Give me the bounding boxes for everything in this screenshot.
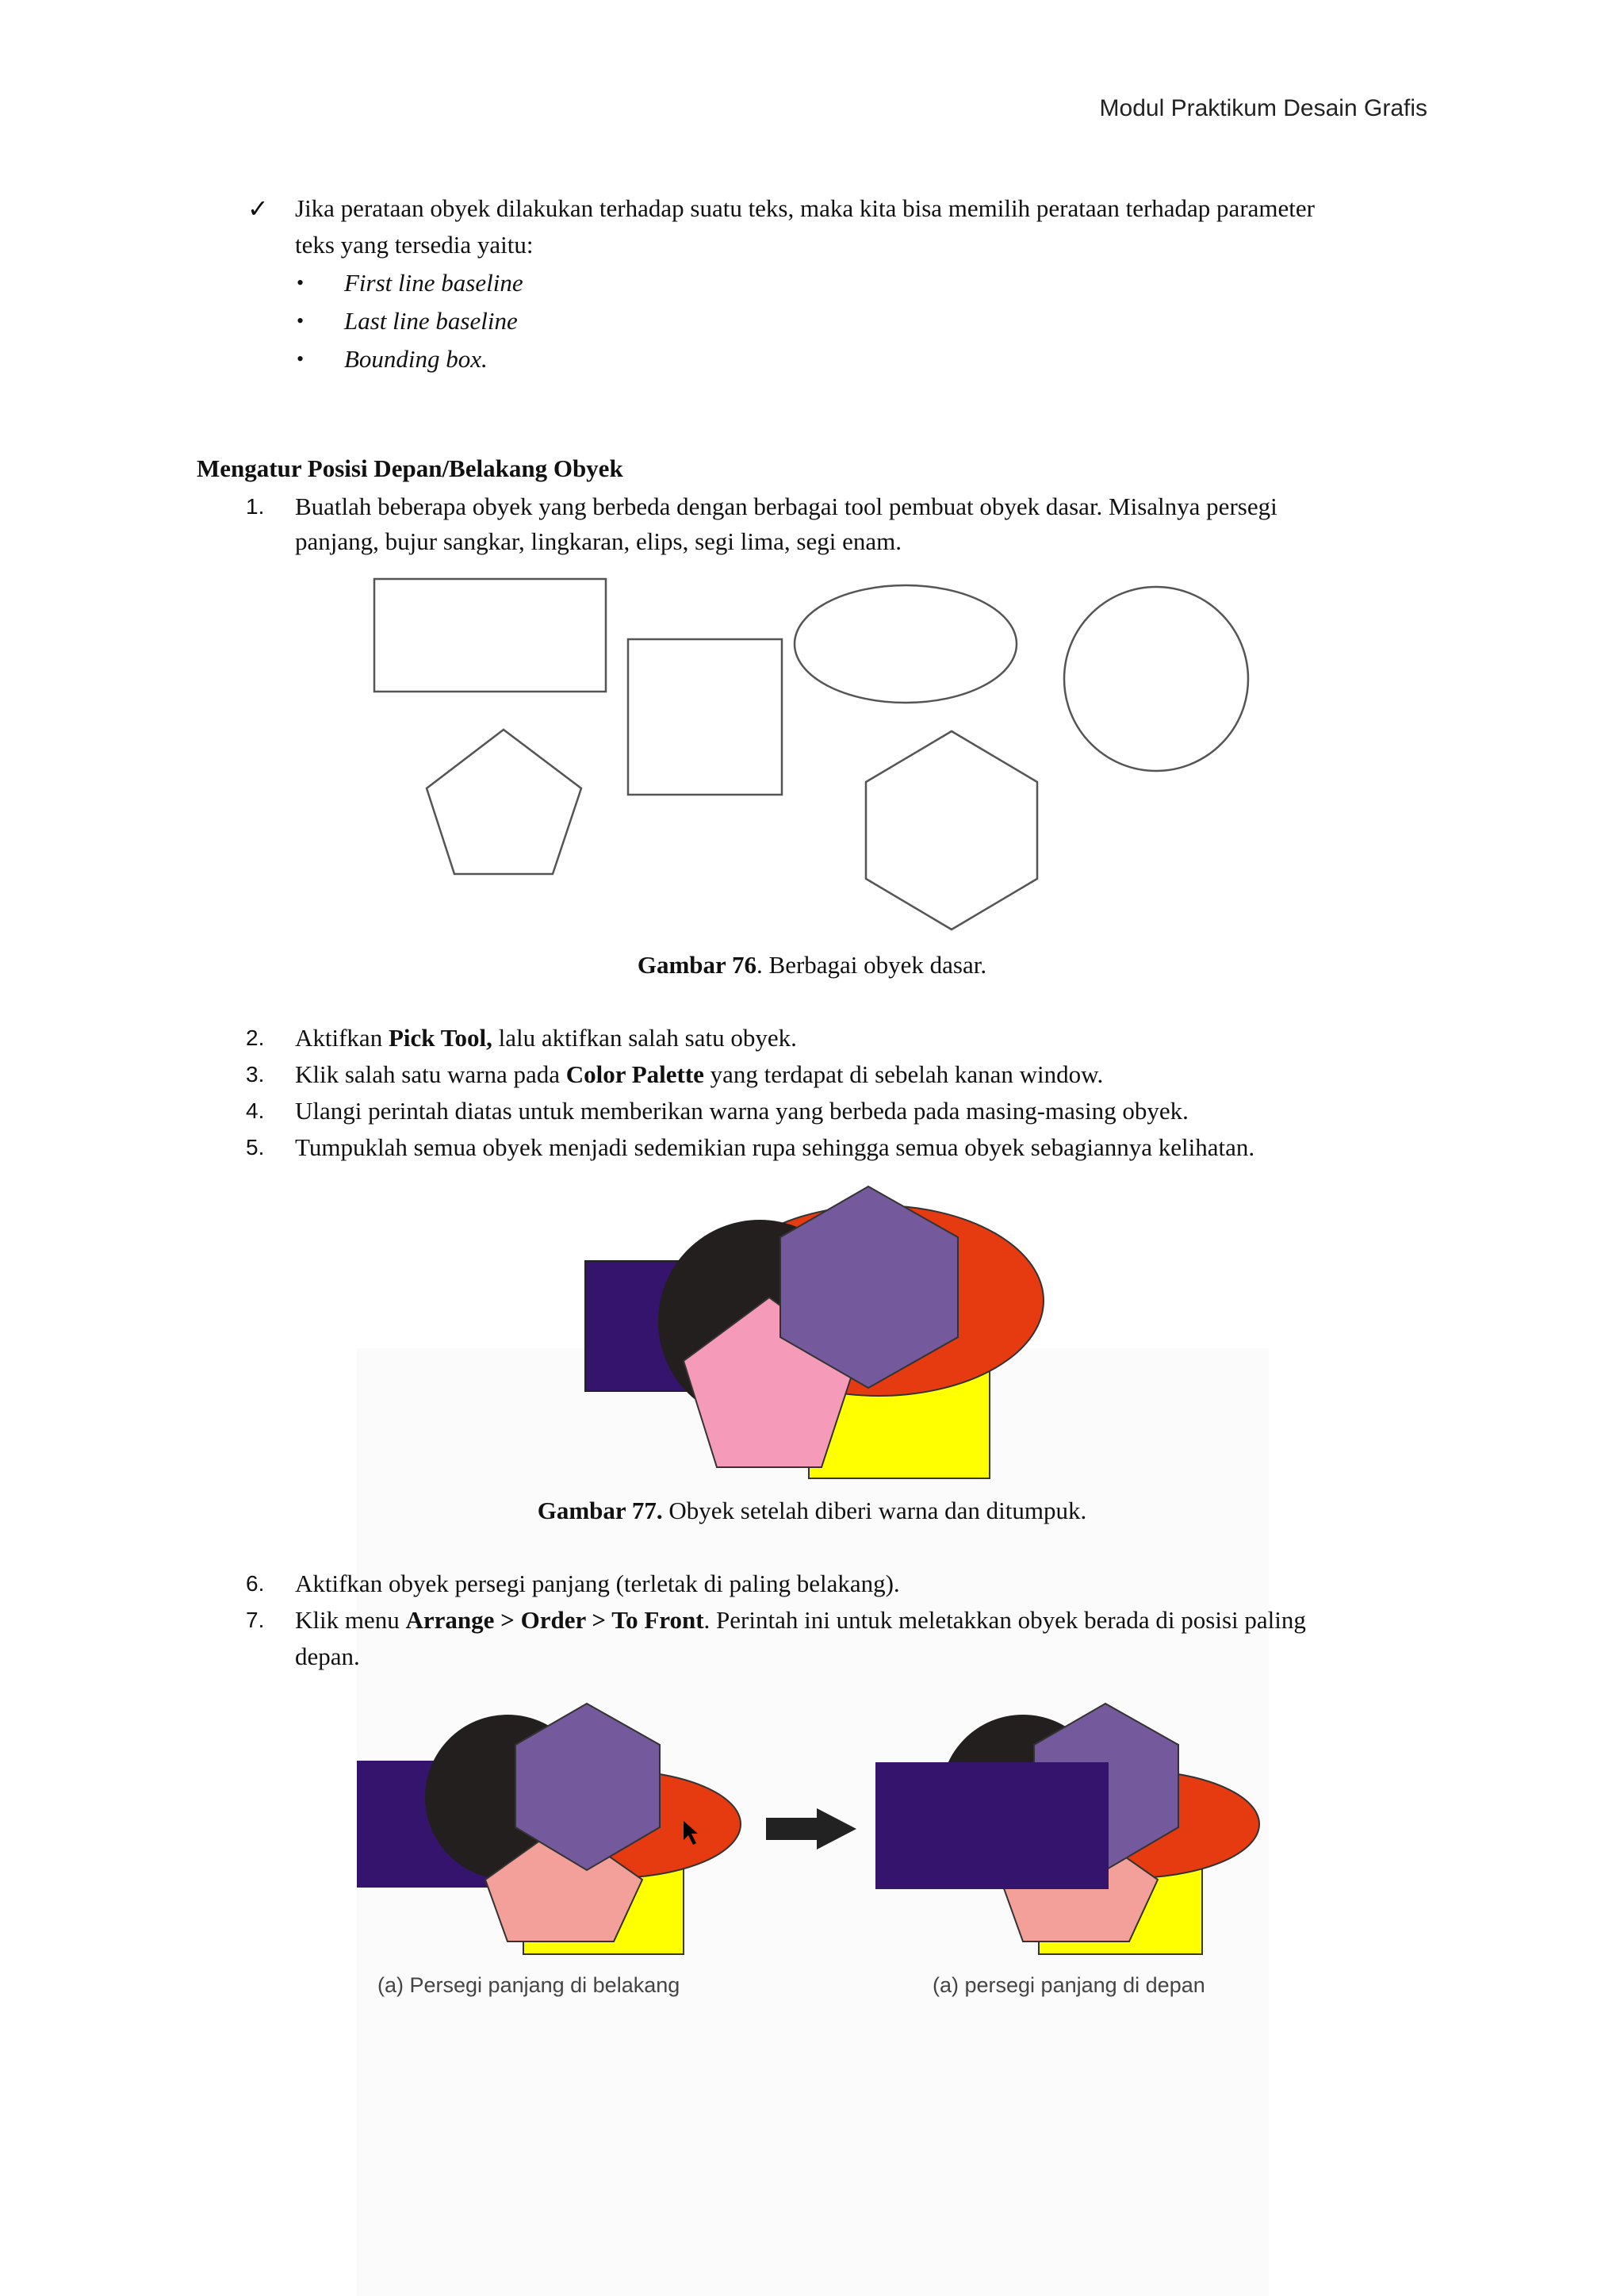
circle-shape [1064, 587, 1248, 771]
step-number: 4. [246, 1098, 265, 1123]
step-number: 6. [246, 1571, 265, 1596]
rectangle-shape [374, 579, 606, 692]
step-1-line-1: Buatlah beberapa obyek yang berbeda dengan berbagai tool pembuat obyek dasar. Misalnya persegi [295, 493, 1277, 520]
step-7-line-2: depan. [295, 1642, 360, 1670]
step-2-text: Aktifkan Pick Tool, lalu aktifkan salah satu obyek. [295, 1024, 797, 1052]
step-7-line-1: Klik menu Arrange > Order > To Front. Perintah ini untuk meletakkan obyek berada di posisi paling [295, 1606, 1306, 1634]
bullet-icon: • [297, 309, 304, 332]
bullet-icon: • [297, 271, 304, 294]
step-number: 2. [246, 1025, 265, 1050]
step-1-line-2: panjang, bujur sangkar, lingkaran, elips, segi lima, segi enam. [295, 527, 902, 555]
figure-background [357, 1348, 1269, 2296]
figure-76-caption: Gambar 76. Berbagai obyek dasar. [637, 951, 987, 979]
step-3-text: Klik salah satu warna pada Color Palette yang terdapat di sebelah kanan window. [295, 1060, 1104, 1088]
step-5-text: Tumpuklah semua obyek menjadi sedemikian rupa sehingga semua obyek sebagiannya kelihatan. [295, 1133, 1255, 1161]
figure-78-left-caption: (a) Persegi panjang di belakang [377, 1973, 680, 1997]
hexagon-shape [866, 731, 1037, 930]
check-icon: ✓ [247, 194, 269, 223]
pentagon-shape [427, 730, 581, 874]
step-number: 3. [246, 1062, 265, 1087]
step-number: 1. [246, 494, 265, 519]
option-bounding-box: Bounding box. [344, 345, 488, 373]
figure-77-caption: Gambar 77. Obyek setelah diberi warna dan ditumpuk. [537, 1497, 1087, 1524]
ellipse-shape [795, 585, 1017, 703]
step-number: 5. [246, 1135, 265, 1159]
intro-line-2: teks yang tersedia yaitu: [295, 231, 534, 259]
section-title: Mengatur Posisi Depan/Belakang Obyek [197, 454, 623, 482]
step-6-text: Aktifkan obyek persegi panjang (terletak di paling belakang). [295, 1570, 900, 1597]
step-number: 7. [246, 1608, 265, 1632]
intro-line-1: Jika perataan obyek dilakukan terhadap suatu teks, maka kita bisa memilih perataan terhadap parameter [295, 194, 1315, 222]
option-last-line: Last line baseline [344, 307, 518, 335]
square-shape [628, 639, 782, 795]
option-first-line: First line baseline [344, 269, 523, 297]
bullet-icon: • [297, 347, 304, 370]
page-header: Modul Praktikum Desain Grafis [1099, 95, 1427, 121]
step-4-text: Ulangi perintah diatas untuk memberikan warna yang berbeda pada masing-masing obyek. [295, 1097, 1189, 1125]
figure-78-right-caption: (a) persegi panjang di depan [933, 1973, 1205, 1997]
